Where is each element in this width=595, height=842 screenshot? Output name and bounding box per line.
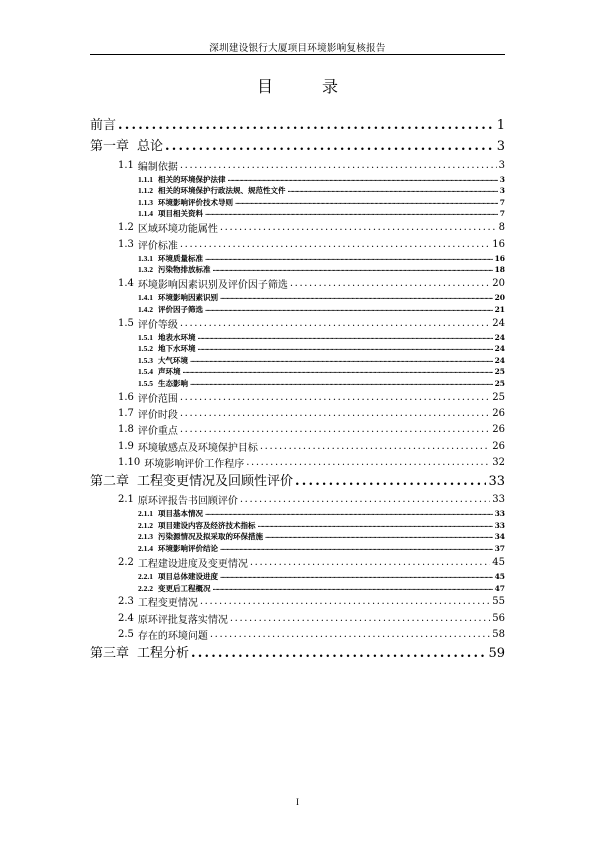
toc-entry-number: 1.4.2 [138, 304, 153, 314]
toc-entry-number: 1.9 [118, 440, 134, 452]
toc-entry-level2[interactable] [90, 220, 505, 236]
toc-dot-leader [180, 424, 490, 435]
toc-entry-level2[interactable] [90, 406, 505, 422]
toc-entry-level3[interactable] [90, 520, 505, 532]
toc-entry-label: 工程分析 [137, 645, 190, 661]
toc-entry-label: 工程变更情况 [137, 598, 198, 610]
toc-dot-leader [198, 334, 493, 341]
toc-entry-page: 7 [499, 209, 505, 219]
toc-entry-label: 项目相关资料 [158, 209, 203, 219]
toc-dot-leader [260, 441, 490, 452]
toc-entry-number: 1.5.1 [138, 332, 153, 342]
toc-entry-label: 项目基本情况 [158, 509, 203, 519]
toc-entry-number: 2.3 [118, 596, 134, 608]
toc-entry-level2[interactable] [90, 236, 505, 252]
toc-entry-level2[interactable] [90, 157, 505, 173]
toc-entry-level3[interactable] [90, 354, 505, 366]
toc-entry-level1[interactable] [90, 116, 505, 136]
toc-dot-leader [190, 380, 493, 387]
toc-entry-number: 2.5 [118, 629, 134, 641]
toc-entry-level3[interactable] [90, 303, 505, 315]
toc-entry-number: 1.1.4 [138, 209, 153, 219]
toc-entry-label: 区域环境功能属性 [137, 224, 218, 236]
toc-entry-page: 18 [494, 265, 505, 275]
toc-entry-page: 33 [494, 509, 505, 519]
toc-entry-label: 环境质量标准 [158, 253, 203, 263]
toc-entry-label: 评价重点 [137, 426, 178, 438]
toc-entry-page: 33 [494, 520, 505, 530]
toc-dot-leader [118, 118, 495, 133]
toc-entry-number: 1.6 [118, 391, 134, 403]
toc-entry-level2[interactable] [90, 554, 505, 570]
toc-entry-label: 生态影响 [158, 378, 188, 388]
toc-entry-label: 环境影响评价技术导则 [158, 197, 233, 207]
toc-entry-page: 45 [494, 571, 505, 581]
toc-entry-number: 1.8 [118, 424, 134, 436]
toc-entry-number: 1.4 [118, 278, 134, 290]
toc-entry-level2[interactable] [90, 438, 505, 454]
toc-entry-label: 相关的环境保护行政法规、规范性文件 [158, 186, 286, 196]
toc-entry-level3[interactable] [90, 185, 505, 197]
toc-entry-number: 2.1.4 [138, 544, 153, 554]
toc-entry-page: 45 [492, 557, 505, 568]
toc-entry-level1[interactable] [90, 471, 505, 492]
toc-entry-page: 25 [494, 378, 505, 388]
toc-dot-leader [198, 345, 493, 352]
toc-entry-level2[interactable] [90, 275, 505, 291]
toc-entry-number: 2.1.1 [138, 509, 153, 519]
toc-entry-number: 第二章 [90, 473, 130, 489]
toc-entry-label: 评价时段 [137, 410, 178, 422]
toc-entry-number: 1.7 [118, 408, 134, 420]
toc-entry-number: 1.4.1 [138, 293, 153, 303]
page-number: I [296, 797, 299, 807]
toc-entry-number: 1.1.3 [138, 197, 153, 207]
toc-entry-label: 原环评报告书回顾评价 [137, 496, 238, 508]
toc-entry-label: 评价等级 [137, 319, 178, 331]
toc-entry-number: 2.2.2 [138, 583, 153, 593]
toc-entry-page: 7 [499, 197, 505, 207]
toc-entry-page: 20 [494, 293, 505, 303]
toc-entry-page: 24 [492, 317, 505, 329]
toc-entry-label: 环境影响因素识别 [158, 293, 218, 303]
toc-entry-label: 存在的环境问题 [137, 631, 208, 643]
toc-dot-leader [213, 585, 493, 592]
toc-entry-number: 2.1.2 [138, 520, 153, 530]
toc-entry-label: 工程建设进度及变更情况 [137, 559, 248, 570]
toc-entry-page: 3 [498, 159, 505, 171]
toc-entry-level3[interactable] [90, 571, 505, 583]
toc-dot-leader [288, 187, 498, 194]
toc-entry-page: 26 [492, 424, 505, 436]
toc-entry-page: 21 [494, 304, 505, 314]
header-rule [90, 54, 505, 55]
toc-entry-number: 2.1 [118, 494, 134, 506]
toc-dot-leader [180, 408, 490, 419]
toc-entry-number: 1.2 [118, 222, 134, 234]
toc-entry-number: 1.1.2 [138, 186, 153, 196]
toc-dot-leader [205, 510, 493, 517]
toc-entry-label: 工程变更情况及回顾性评价 [137, 473, 294, 489]
toc-dot-leader [258, 522, 493, 529]
toc-dot-leader [295, 474, 486, 489]
toc-entry-label: 前言 [90, 118, 117, 133]
toc-entry-page: 1 [496, 118, 505, 133]
toc-entry-level3[interactable] [90, 582, 505, 594]
toc-entry-page: 56 [492, 612, 505, 624]
toc-entry-label: 编制依据 [137, 161, 178, 173]
toc-dot-leader [220, 222, 497, 233]
toc-dot-leader [180, 392, 490, 403]
toc-dot-leader [220, 294, 493, 301]
toc-entry-page: 20 [492, 278, 505, 290]
toc-dot-leader [290, 278, 490, 289]
toc-entry-level2[interactable] [90, 422, 505, 438]
toc-entry-page: 26 [492, 440, 505, 452]
toc-dot-leader [190, 357, 493, 364]
toc-entry-number: 1.5.3 [138, 355, 153, 365]
toc-entry-page: 16 [494, 253, 505, 263]
toc-entry-number: 第三章 [90, 645, 130, 661]
toc-entry-page: 34 [494, 532, 505, 542]
toc-dot-leader [205, 210, 498, 217]
toc-entry-page: 3 [499, 186, 505, 196]
toc-entry-level2[interactable] [90, 454, 505, 470]
toc-entry-page: 55 [492, 596, 505, 608]
toc-entry-page: 24 [494, 344, 505, 354]
toc-entry-number: 1.1.1 [138, 174, 153, 184]
toc-dot-leader [240, 494, 490, 505]
toc-entry-level3[interactable] [90, 343, 505, 355]
toc-entry-number: 1.3.2 [138, 265, 153, 275]
toc-entry-level3[interactable] [90, 331, 505, 343]
toc-entry-page: 3 [499, 174, 505, 184]
toc-entry-level3[interactable] [90, 252, 505, 264]
toc-title: 目 录 [256, 77, 361, 96]
toc-entry-level3[interactable] [90, 264, 505, 276]
toc-entry-label: 评价因子筛选 [158, 304, 203, 314]
toc-dot-leader [235, 199, 498, 206]
toc-dot-leader [213, 266, 493, 273]
toc-entry-label: 污染物排放标准 [158, 265, 211, 275]
toc-entry-level3[interactable] [90, 366, 505, 378]
toc-entry-page: 32 [492, 457, 505, 469]
toc-entry-label: 原环评批复落实情况 [137, 614, 228, 626]
toc-entry-level3[interactable] [90, 543, 505, 555]
toc-entry-page: 24 [494, 332, 505, 342]
toc-entry-number: 1.5.2 [138, 344, 153, 354]
toc-entry-level3[interactable] [90, 508, 505, 520]
toc-entry-level3[interactable] [90, 292, 505, 304]
toc-dot-leader [165, 139, 495, 154]
toc-entry-level1[interactable] [90, 136, 505, 157]
toc-entry-number: 1.3.1 [138, 253, 153, 263]
toc-entry-label: 地表水环境 [158, 332, 196, 342]
toc-entry-page: 8 [498, 222, 505, 234]
toc-dot-leader [180, 160, 497, 171]
toc-dot-leader [205, 255, 493, 262]
toc-entry-label: 变更后工程概况 [158, 583, 211, 593]
toc-entry-number: 2.2 [118, 557, 134, 568]
table-of-contents [90, 116, 505, 664]
toc-entry-page: 16 [492, 238, 505, 250]
toc-dot-leader [265, 533, 493, 540]
toc-dot-leader [230, 613, 490, 624]
toc-entry-number: 1.5 [118, 317, 134, 329]
toc-entry-level2[interactable] [90, 389, 505, 405]
toc-entry-number: 1.1 [118, 159, 134, 171]
toc-entry-page: 25 [492, 391, 505, 403]
toc-entry-label: 环境影响评价结论 [158, 544, 218, 554]
toc-dot-leader [220, 573, 493, 580]
toc-entry-number: 1.5.4 [138, 367, 153, 377]
toc-entry-page: 3 [496, 139, 505, 154]
toc-entry-page: 47 [494, 583, 505, 593]
toc-entry-number: 2.2.1 [138, 571, 153, 581]
toc-dot-leader [210, 629, 490, 640]
toc-entry-number: 2.1.3 [138, 532, 153, 542]
toc-dot-leader [228, 176, 498, 183]
toc-entry-level3[interactable] [90, 531, 505, 543]
toc-dot-leader [191, 646, 486, 661]
toc-entry-level2[interactable] [90, 610, 505, 626]
toc-entry-level1[interactable] [90, 643, 505, 664]
toc-entry-label: 项目总体建设进度 [158, 571, 218, 581]
toc-entry-page: 37 [494, 544, 505, 554]
toc-entry-label: 相关的环境保护法律 [158, 174, 226, 184]
toc-entry-number: 第一章 [90, 139, 130, 154]
toc-dot-leader [183, 368, 493, 375]
toc-dot-leader [200, 596, 490, 607]
toc-entry-level2[interactable] [90, 594, 505, 610]
toc-entry-page: 58 [492, 629, 505, 641]
toc-dot-leader [250, 557, 490, 568]
toc-entry-page: 33 [492, 494, 505, 506]
toc-dot-leader [180, 318, 490, 329]
toc-entry-label: 环境影响因素识别及评价因子筛选 [137, 280, 288, 292]
toc-entry-level3[interactable] [90, 208, 505, 220]
toc-entry-label: 总论 [137, 139, 164, 154]
toc-entry-label: 评价标准 [137, 240, 178, 252]
toc-entry-level3[interactable] [90, 173, 505, 185]
toc-entry-page: 33 [488, 473, 505, 489]
toc-entry-number: 1.10 [118, 457, 141, 469]
toc-entry-page: 24 [494, 355, 505, 365]
toc-entry-label: 声环境 [158, 367, 181, 377]
toc-dot-leader [180, 239, 490, 250]
toc-entry-level2[interactable] [90, 315, 505, 331]
toc-entry-number: 1.5.5 [138, 378, 153, 388]
running-header: 深圳建设银行大厦项目环境影响复核报告 [209, 43, 386, 54]
toc-entry-page: 59 [488, 645, 505, 661]
toc-dot-leader [205, 306, 493, 313]
toc-entry-number: 2.4 [118, 612, 134, 624]
toc-entry-page: 26 [492, 408, 505, 420]
toc-entry-number: 1.3 [118, 238, 134, 250]
toc-entry-level3[interactable] [90, 196, 505, 208]
toc-entry-level3[interactable] [90, 378, 505, 390]
toc-entry-label: 项目建设内容及经济技术指标 [158, 520, 256, 530]
toc-entry-level2[interactable] [90, 626, 505, 642]
toc-entry-label: 地下水环境 [158, 344, 196, 354]
toc-entry-level2[interactable] [90, 492, 505, 508]
toc-entry-label: 环境影响评价工作程序 [144, 459, 245, 471]
toc-entry-page: 25 [494, 367, 505, 377]
toc-dot-leader [246, 457, 490, 468]
toc-dot-leader [220, 545, 493, 552]
toc-entry-label: 环境敏感点及环境保护目标 [137, 442, 258, 454]
toc-entry-label: 大气环境 [158, 355, 188, 365]
toc-entry-label: 评价范围 [137, 393, 178, 405]
toc-entry-label: 污染源情况及拟采取的环保措施 [158, 532, 263, 542]
